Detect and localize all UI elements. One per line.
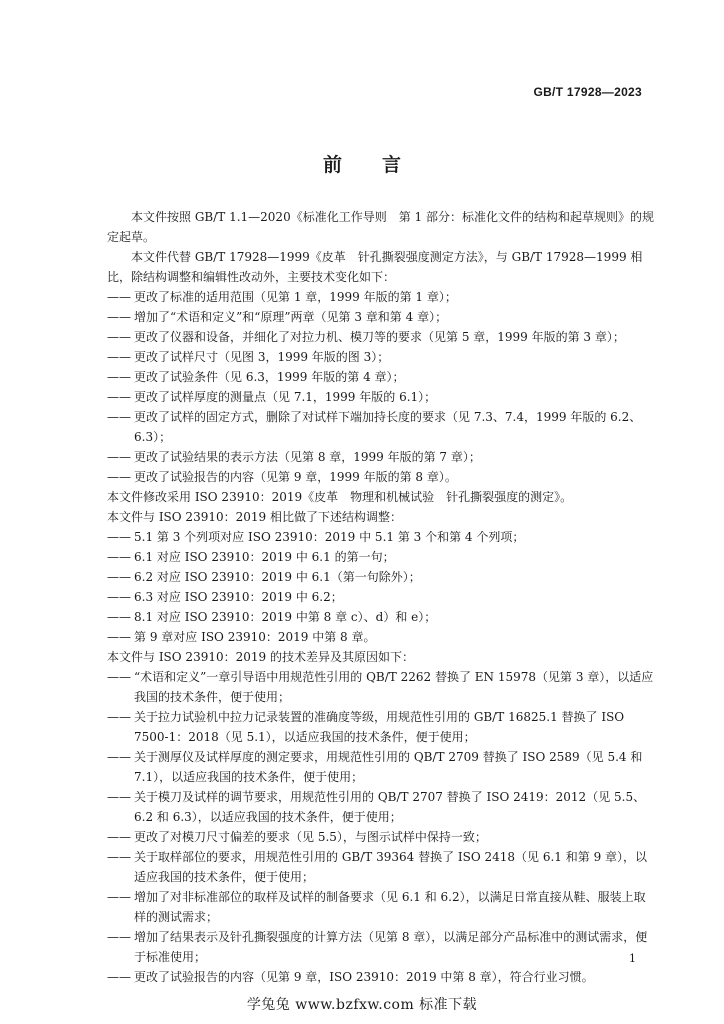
dash: —— [107,390,131,404]
list-item [107,627,657,647]
list-item [107,367,657,387]
dash: —— [107,630,131,644]
list-item-text: 关于取样部位的要求，用规范性引用的 GB/T 39364 替换了 ISO 2418（见 6.1 和第 9 章），以适应我国的技术条件，便于使用； [134,850,648,884]
list-item [107,467,657,487]
list-item [107,667,657,707]
list-item [107,447,657,467]
list-item-text: 增加了对非标准部位的取样及试样的制备要求（见 6.1 和 6.2），以满足日常直接从鞋、服装上取样的测试需求； [134,890,646,924]
list-item [107,787,657,827]
list-item [107,707,657,747]
paragraph: 本文件修改采用 ISO 23910：2019《皮革 物理和机械试验 针孔撕裂强度的测定》。 [107,490,573,504]
list-item-text: 更改了试验结果的表示方法（见第 8 章，1999 年版的第 7 章）； [134,450,481,464]
dash: —— [107,530,131,544]
list-item [107,527,657,547]
list-item-text: 更改了试样尺寸（见图 3，1999 年版的图 3）； [134,350,390,364]
list-item [107,587,657,607]
list-item-text: 5.1 第 3 个列项对应 ISO 23910：2019 中 5.1 第 3 个和第 4 个列项； [134,530,525,544]
foreword-body [107,207,657,987]
list-item-text: 第 9 章对应 ISO 23910：2019 中第 8 章。 [134,630,376,644]
list-item [107,347,657,367]
list-item [107,827,657,847]
page-title: 前言 [322,154,441,176]
dash: —— [107,550,131,564]
dash: —— [107,570,131,584]
list-item-text: 关于模刀及试样的调节要求，用规范性引用的 QB/T 2707 替换了 ISO 2419：2012（见 5.5、6.2 和 6.3），以适应我国的技术条件，便于使用； [134,790,646,824]
list-item [107,747,657,787]
dash: —— [107,850,131,864]
list-item-text: 增加了“术语和定义”和“原理”两章（见第 3 章和第 4 章）； [134,310,448,324]
dash: —— [107,670,131,684]
dash: —— [107,370,131,384]
list-item-text: 更改了试样厚度的测量点（见 7.1，1999 年版的 6.1）； [134,390,437,404]
dash: —— [107,290,131,304]
dash: —— [107,470,131,484]
list-item-text: 增加了结果表示及针孔撕裂强度的计算方法（见第 8 章），以满足部分产品标准中的测试需求，便于标准使用； [134,930,648,964]
list-item-text: 更改了试验报告的内容（见第 9 章，1999 年版的第 8 章）。 [134,470,457,484]
dash: —— [107,790,131,804]
paragraph: 本文件与 ISO 23910：2019 的技术差异及其原因如下： [107,650,414,664]
dash: —— [107,710,131,724]
list-item [107,547,657,567]
dash: —— [107,310,131,324]
technical-changes-list [107,287,657,487]
list-item [107,327,657,347]
list-item [107,847,657,887]
list-item-text: 6.2 对应 ISO 23910：2019 中 6.1（第一句除外）； [134,570,421,584]
list-item-text: 6.3 对应 ISO 23910：2019 中 6.2； [134,590,343,604]
list-item-text: 更改了对模刀尺寸偏差的要求（见 5.5），与图示试样中保持一致； [134,830,487,844]
list-item-text: 更改了试验报告的内容（见第 9 章，ISO 23910：2019 中第 8 章），符合行业习惯。 [134,970,594,984]
list-item [107,887,657,927]
paragraph: 本文件按照 GB/T 1.1—2020《标准化工作导则 第 1 部分：标准化文件的结构和起草规则》的规定起草。 [107,210,654,244]
dash: —— [107,450,131,464]
dash: —— [107,590,131,604]
dash: —— [107,890,131,904]
dash: —— [107,610,131,624]
dash: —— [107,930,131,944]
paragraph: 本文件与 ISO 23910：2019 相比做了下述结构调整： [107,510,402,524]
dash: —— [107,970,131,984]
list-item-text: 更改了标准的适用范围（见第 1 章，1999 年版的第 1 章）； [134,290,457,304]
list-item-text: 更改了仪器和设备，并细化了对拉力机、模刀等的要求（见第 5 章，1999 年版的第 3 章）； [134,330,625,344]
list-item-text: 更改了试验条件（见 6.3，1999 年版的第 4 章）； [134,370,405,384]
list-item [107,407,657,447]
list-item-text: 6.1 对应 ISO 23910：2019 中 6.1 的第一句； [134,550,395,564]
technical-differences-list [107,667,657,987]
paragraph: 本文件代替 GB/T 17928—1999《皮革 针孔撕裂强度测定方法》，与 GB/T 17928—1999 相比，除结构调整和编辑性改动外，主要技术变化如下： [107,250,643,284]
list-item-text: 8.1 对应 ISO 23910：2019 中第 8 章 c）、d）和 e）； [134,610,437,624]
footer-watermark: 学兔兔 www.bzfxw.com 标准下载 [246,997,478,1013]
list-item-text: 关于测厚仪及试样厚度的测定要求，用规范性引用的 QB/T 2709 替换了 ISO 2589（见 5.4 和 7.1），以适应我国的技术条件，便于使用； [134,750,643,784]
list-item-text: “术语和定义”一章引导语中用规范性引用的 QB/T 2262 替换了 EN 15978（见第 3 章），以适应我国的技术条件，便于使用； [134,670,654,704]
list-item-text: 关于拉力试验机中拉力记录装置的准确度等级，用规范性引用的 GB/T 16825.1 替换了 ISO 7500-1：2018（见 5.1），以适应我国的技术条件，便于使用； [134,710,625,744]
list-item [107,927,657,967]
page-number: 1 [629,952,636,965]
list-item-text: 更改了试样的固定方式，删除了对试样下端加持长度的要求（见 7.3、7.4，1999 年版的 6.2、6.3）； [134,410,642,444]
list-item [107,567,657,587]
structure-adjustments-list [107,527,657,647]
dash: —— [107,750,131,764]
dash: —— [107,330,131,344]
list-item [107,307,657,327]
list-item [107,287,657,307]
list-item [107,607,657,627]
list-item [107,967,657,987]
dash: —— [107,830,131,844]
dash: —— [107,410,131,424]
list-item [107,387,657,407]
dash: —— [107,350,131,364]
standard-code: GB/T 17928—2023 [533,85,642,99]
